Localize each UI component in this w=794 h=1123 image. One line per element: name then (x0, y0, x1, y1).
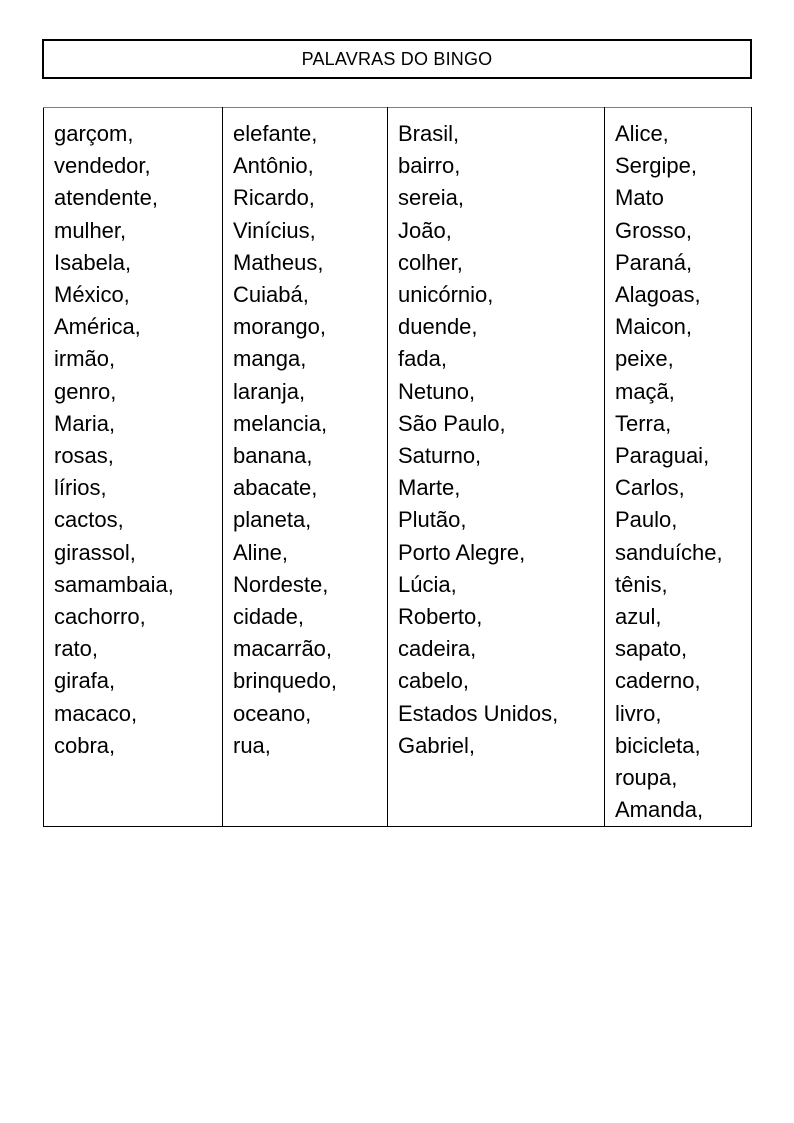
bingo-word: Gabriel, (398, 732, 476, 758)
bingo-word: João, (398, 217, 452, 243)
bingo-word: cidade, (233, 604, 304, 630)
bingo-word: rosas, (54, 443, 114, 469)
word-column (223, 108, 388, 827)
bingo-word: Alice, (615, 121, 669, 146)
bingo-word: Netuno, (398, 378, 476, 404)
bingo-word: Marte, (398, 475, 461, 501)
bingo-word: morango, (233, 314, 326, 340)
bingo-word: oceano, (233, 700, 312, 726)
bingo-word: Aline, (233, 539, 289, 565)
bingo-word-table (43, 107, 752, 827)
bingo-word: México, (54, 282, 130, 308)
bingo-word: banana, (233, 443, 313, 469)
bingo-word: tênis, (615, 571, 668, 597)
bingo-word: Amanda, (615, 797, 704, 823)
bingo-word: Sergipe, (615, 153, 697, 179)
bingo-word: Paulo, (615, 507, 678, 533)
bingo-word: Terra, (615, 410, 672, 436)
bingo-word: vendedor, (54, 153, 151, 179)
bingo-word: laranja, (233, 378, 306, 404)
bingo-word: Paraguai, (615, 443, 710, 469)
bingo-word: Plutão, (398, 507, 467, 533)
bingo-word: Maria, (54, 410, 116, 436)
bingo-word: Cuiabá, (233, 282, 309, 308)
bingo-word: Vinícius, (233, 217, 316, 243)
bingo-word: colher, (398, 249, 463, 275)
bingo-word: bairro, (398, 153, 461, 179)
word-column (44, 108, 223, 827)
bingo-word: girafa, (54, 668, 116, 694)
bingo-word: irmão, (54, 346, 116, 372)
bingo-word: caderno, (615, 668, 701, 694)
bingo-word: bicicleta, (615, 732, 701, 758)
bingo-word: sanduíche, (615, 539, 723, 565)
bingo-word: girassol, (54, 539, 136, 565)
bingo-word: cachorro, (54, 604, 146, 630)
bingo-word: São Paulo, (398, 410, 506, 436)
bingo-word: brinquedo, (233, 668, 337, 694)
bingo-word: lírios, (54, 475, 107, 501)
bingo-word: samambaia, (54, 571, 174, 597)
bingo-word: macaco, (54, 700, 138, 726)
bingo-word: melancia, (233, 410, 328, 436)
bingo-word: Roberto, (398, 604, 483, 630)
bingo-word: Grosso, (615, 217, 693, 243)
bingo-word: cobra, (54, 732, 116, 758)
bingo-word: cactos, (54, 507, 124, 533)
bingo-word: Brasil, (398, 121, 460, 146)
bingo-word: Mato (615, 185, 664, 211)
bingo-word: planeta, (233, 507, 312, 533)
bingo-word: genro, (54, 378, 117, 404)
bingo-word: macarrão, (233, 636, 333, 662)
bingo-word: sapato, (615, 636, 688, 662)
bingo-word: azul, (615, 604, 662, 630)
bingo-word: cabelo, (398, 668, 469, 694)
bingo-word: Saturno, (398, 443, 482, 469)
bingo-word: elefante, (233, 121, 318, 146)
bingo-word: Ricardo, (233, 185, 315, 211)
bingo-word: livro, (615, 700, 662, 726)
bingo-word: garçom, (54, 121, 134, 146)
bingo-word: Maicon, (615, 314, 693, 340)
bingo-word: maçã, (615, 378, 675, 404)
bingo-word: rato, (54, 636, 99, 662)
bingo-word: Estados Unidos, (398, 700, 559, 726)
word-column (605, 108, 752, 827)
bingo-word: Paraná, (615, 249, 693, 275)
bingo-word: sereia, (398, 185, 465, 211)
word-table-row (44, 108, 752, 827)
bingo-word: Isabela, (54, 249, 132, 275)
bingo-word: manga, (233, 346, 307, 372)
bingo-word: Porto Alegre, (398, 539, 526, 565)
bingo-word: América, (54, 314, 141, 340)
bingo-word: duende, (398, 314, 478, 340)
bingo-word: Nordeste, (233, 571, 329, 597)
bingo-word: Matheus, (233, 249, 324, 275)
bingo-title-box (42, 39, 752, 79)
bingo-word: roupa, (615, 765, 678, 791)
bingo-word: atendente, (54, 185, 158, 211)
bingo-word: Carlos, (615, 475, 685, 501)
word-column (388, 108, 605, 827)
page-title: PALAVRAS DO BINGO (301, 48, 493, 69)
bingo-word: cadeira, (398, 636, 477, 662)
bingo-word: abacate, (233, 475, 318, 501)
bingo-word: unicórnio, (398, 282, 494, 308)
bingo-word: mulher, (54, 217, 127, 243)
bingo-word: rua, (233, 732, 271, 758)
bingo-word: Antônio, (233, 153, 314, 179)
bingo-word: Lúcia, (398, 571, 457, 597)
bingo-word: Alagoas, (615, 282, 701, 308)
bingo-word: peixe, (615, 346, 674, 372)
bingo-word: fada, (398, 346, 447, 372)
